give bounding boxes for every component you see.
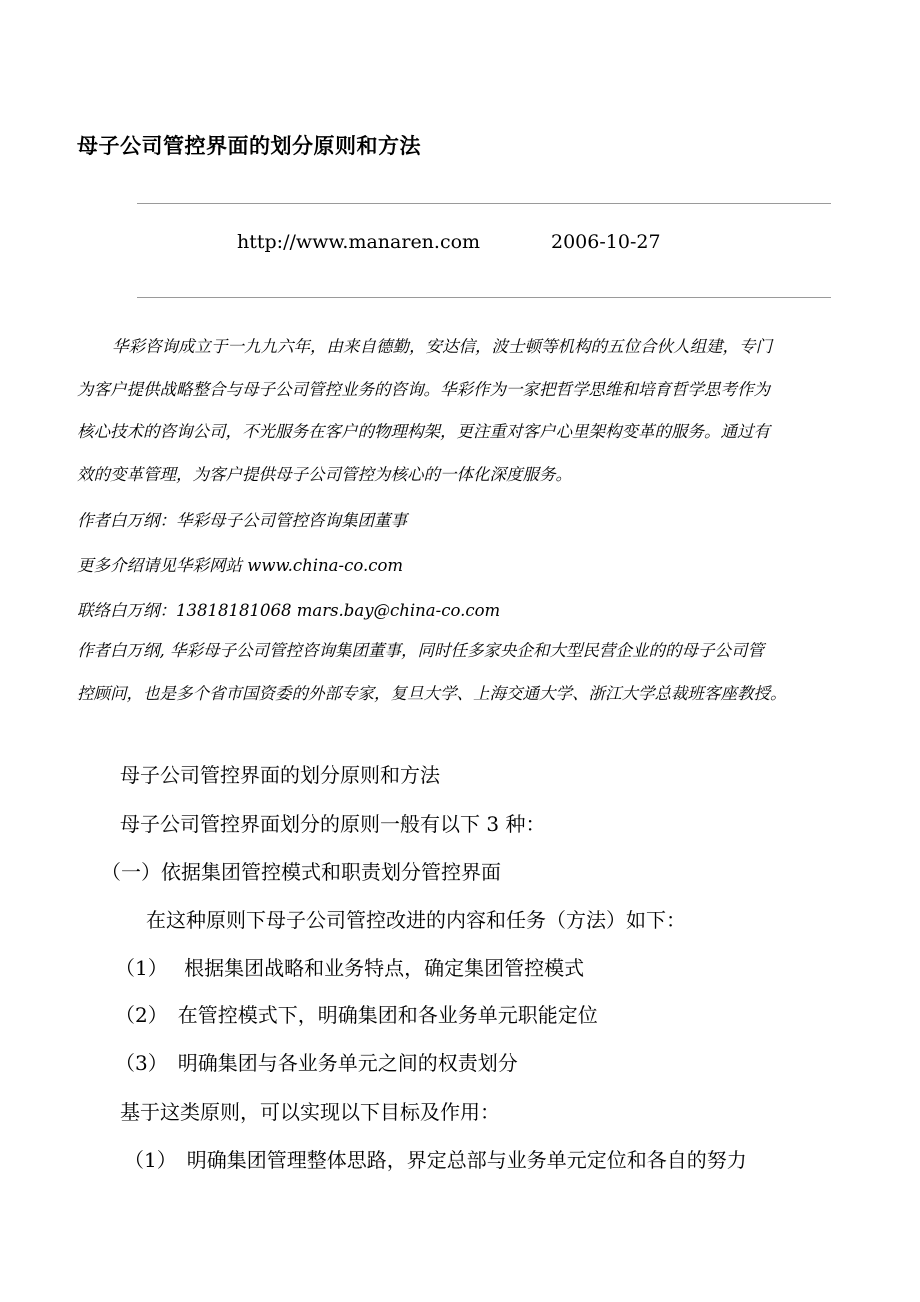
top-divider	[137, 203, 831, 204]
intro-line: 为客户提供战略整合与母子公司管控业务的咨询。华彩作为一家把哲学思维和培育哲学思考作为	[77, 380, 770, 399]
list-item: （1） 明确集团管理整体思路，界定总部与业务单元定位和各自的努力	[124, 1148, 747, 1172]
bio-line: 控顾问，也是多个省市国资委的外部专家，复旦大学、上海交通大学、浙江大学总裁班客座教授。	[77, 684, 787, 703]
intro-line: 华彩咨询成立于一九九六年，由来自德勤，安达信，波士顿等机构的五位合伙人组建，专门	[112, 337, 772, 356]
author-line: 作者白万纲：华彩母子公司管控咨询集团董事	[77, 511, 407, 530]
list-item: （1） 根据集团战略和业务特点，确定集团管控模式	[115, 956, 585, 980]
source-url: http://www.manaren.com	[237, 231, 481, 253]
bio-line: 作者白万纲, 华彩母子公司管控咨询集团董事，同时任多家央企和大型民营企业的的母子公司管	[77, 641, 764, 660]
bottom-divider	[137, 297, 831, 298]
publish-date: 2006-10-27	[551, 231, 661, 253]
body-paragraph: 母子公司管控界面划分的原则一般有以下 3 种：	[120, 812, 546, 836]
list-item: （3） 明确集团与各业务单元之间的权责划分	[115, 1051, 518, 1075]
intro-line: 核心技术的咨询公司，不光服务在客户的物理构架，更注重对客户心里架构变革的服务。通过有	[77, 422, 770, 441]
body-paragraph: 在这种原则下母子公司管控改进的内容和任务（方法）如下：	[146, 908, 686, 932]
intro-line: 效的变革管理，为客户提供母子公司管控为核心的一体化深度服务。	[77, 465, 572, 484]
body-paragraph: 基于这类原则，可以实现以下目标及作用：	[120, 1100, 500, 1124]
document-title: 母子公司管控界面的划分原则和方法	[77, 134, 421, 158]
contact-line: 联络白万纲：13818181068 mars.bay@china-co.com	[77, 601, 501, 620]
list-item: （2） 在管控模式下，明确集团和各业务单元职能定位	[115, 1003, 598, 1027]
subsection-heading: （一）依据集团管控模式和职责划分管控界面	[101, 860, 501, 884]
website-line: 更多介绍请见华彩网站 www.china-co.com	[77, 556, 404, 575]
section-heading: 母子公司管控界面的划分原则和方法	[120, 763, 440, 787]
